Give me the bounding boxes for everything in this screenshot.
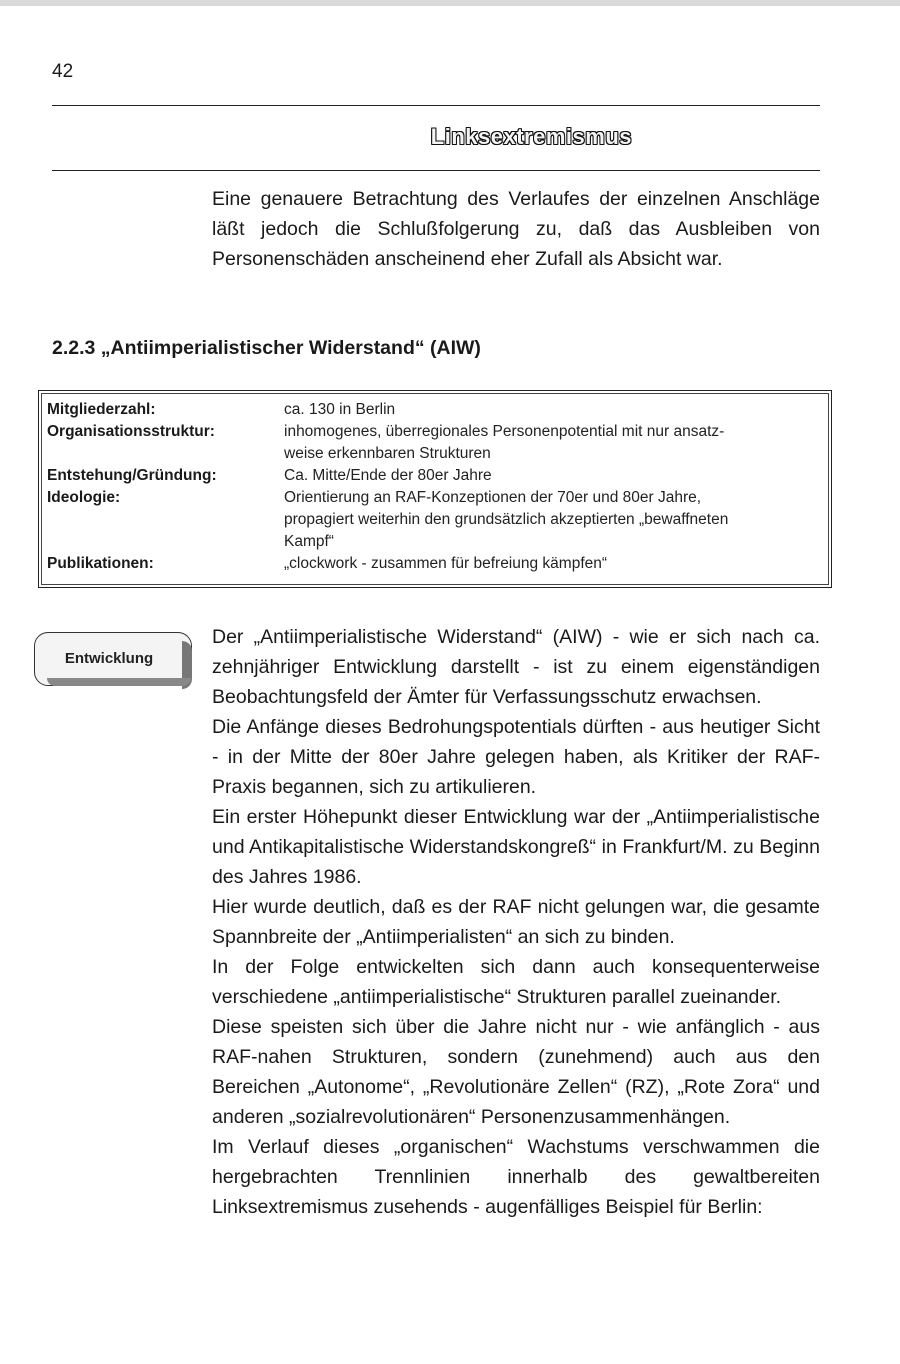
fact-label: Mitgliederzahl: [47,401,156,418]
fact-row-founding [47,465,819,487]
margin-badge-label: Entwicklung [64,650,154,667]
badge-shadow-bottom [47,678,191,686]
fact-value [284,399,819,421]
fact-value [284,465,819,487]
body-paragraph: In der Folge entwickelten sich dann auch konsequenterweise verschiedene „antiimperialistische“ Strukturen parallel zueinander. [212,956,820,1008]
fact-value-line: Orientierung an RAF-Konzeptionen der 70er und 80er Jahre, [284,489,702,506]
body-text [212,622,820,1222]
fact-value-line: weise erkennbaren Strukturen [284,445,491,462]
header-rule-bottom [52,170,820,171]
body-paragraph: Der „Antiimperialistische Widerstand“ (AIW) - wie er sich nach ca. zehnjähriger Entwicklung darstellt - ist zu einem eigenständigen Beobachtungsfeld der Ämter für Verfassungsschutz erwachsen. [212,626,820,708]
fact-value-line: propagiert weiterhin den grundsätzlich akzeptierten „bewaffneten [284,511,729,528]
margin-badge [34,632,192,686]
page-number: 42 [52,61,74,82]
fact-row-members [47,399,819,421]
section-heading: 2.2.3 „Antiimperialistischer Widerstand“ (AIW) [52,337,481,359]
body-paragraph: Hier wurde deutlich, daß es der RAF nicht gelungen war, die gesamte Spannbreite der „Antiimperialisten“ an sich zu binden. [212,896,820,948]
fact-value [284,487,819,553]
fact-row-ideology [47,487,819,553]
fact-label: Publikationen: [47,555,154,572]
body-paragraph: Im Verlauf dieses „organischen“ Wachstums verschwammen die hergebrachten Trennlinien innerhalb des gewaltbereiten Linksextremismus zusehends - augenfälliges Beispiel für Berlin: [212,1136,820,1218]
facts-table [47,399,819,575]
fact-row-structure [47,421,819,465]
fact-value-line: Ca. Mitte/Ende der 80er Jahre [284,467,492,484]
body-paragraph: Ein erster Höhepunkt dieser Entwicklung war der „Antiimperialistische und Antikapitalistische Widerstandskongreß“ in Frankfurt/M. zu Beginn des Jahres 1986. [212,806,820,888]
fact-label: Ideologie: [47,489,121,506]
fact-value-line: Kampf“ [284,533,334,550]
fact-value [284,421,819,465]
body-paragraph: Die Anfänge dieses Bedrohungspotentials dürften - aus heutiger Sicht - in der Mitte der 80er Jahre gelegen haben, als Kritiker der RAF-Praxis begannen, sich zu artikulieren. [212,716,820,798]
fact-row-publications [47,553,819,575]
fact-label: Entstehung/Gründung: [47,467,217,484]
fact-value-line: inhomogenes, überregionales Personenpotential mit nur ansatz- [284,423,725,440]
fact-value [284,553,819,575]
intro-paragraph: Eine genauere Betrachtung des Verlaufes der einzelnen Anschläge läßt jedoch die Schlußfolgerung zu, daß das Ausbleiben von Personenschäden anscheinend eher Zufall als Absicht war. [212,188,820,270]
facts-box [38,390,832,588]
fact-label: Organisationsstruktur: [47,423,215,440]
header-rule-top [52,105,820,106]
running-header-title: Linksextremismus [430,124,632,149]
fact-value-line: „clockwork - zusammen für befreiung kämpfen“ [284,555,608,572]
fact-value-line: ca. 130 in Berlin [284,401,396,418]
page-top-edge [0,0,900,6]
body-paragraph: Diese speisten sich über die Jahre nicht nur - wie anfänglich - aus RAF-nahen Strukturen, sondern (zunehmend) auch aus den Bereichen „Autonome“, „Revolutionäre Zellen“ (RZ), „Rote Zora“ und anderen „sozialrevolutionären“ Personenzusammenhängen. [212,1016,820,1128]
